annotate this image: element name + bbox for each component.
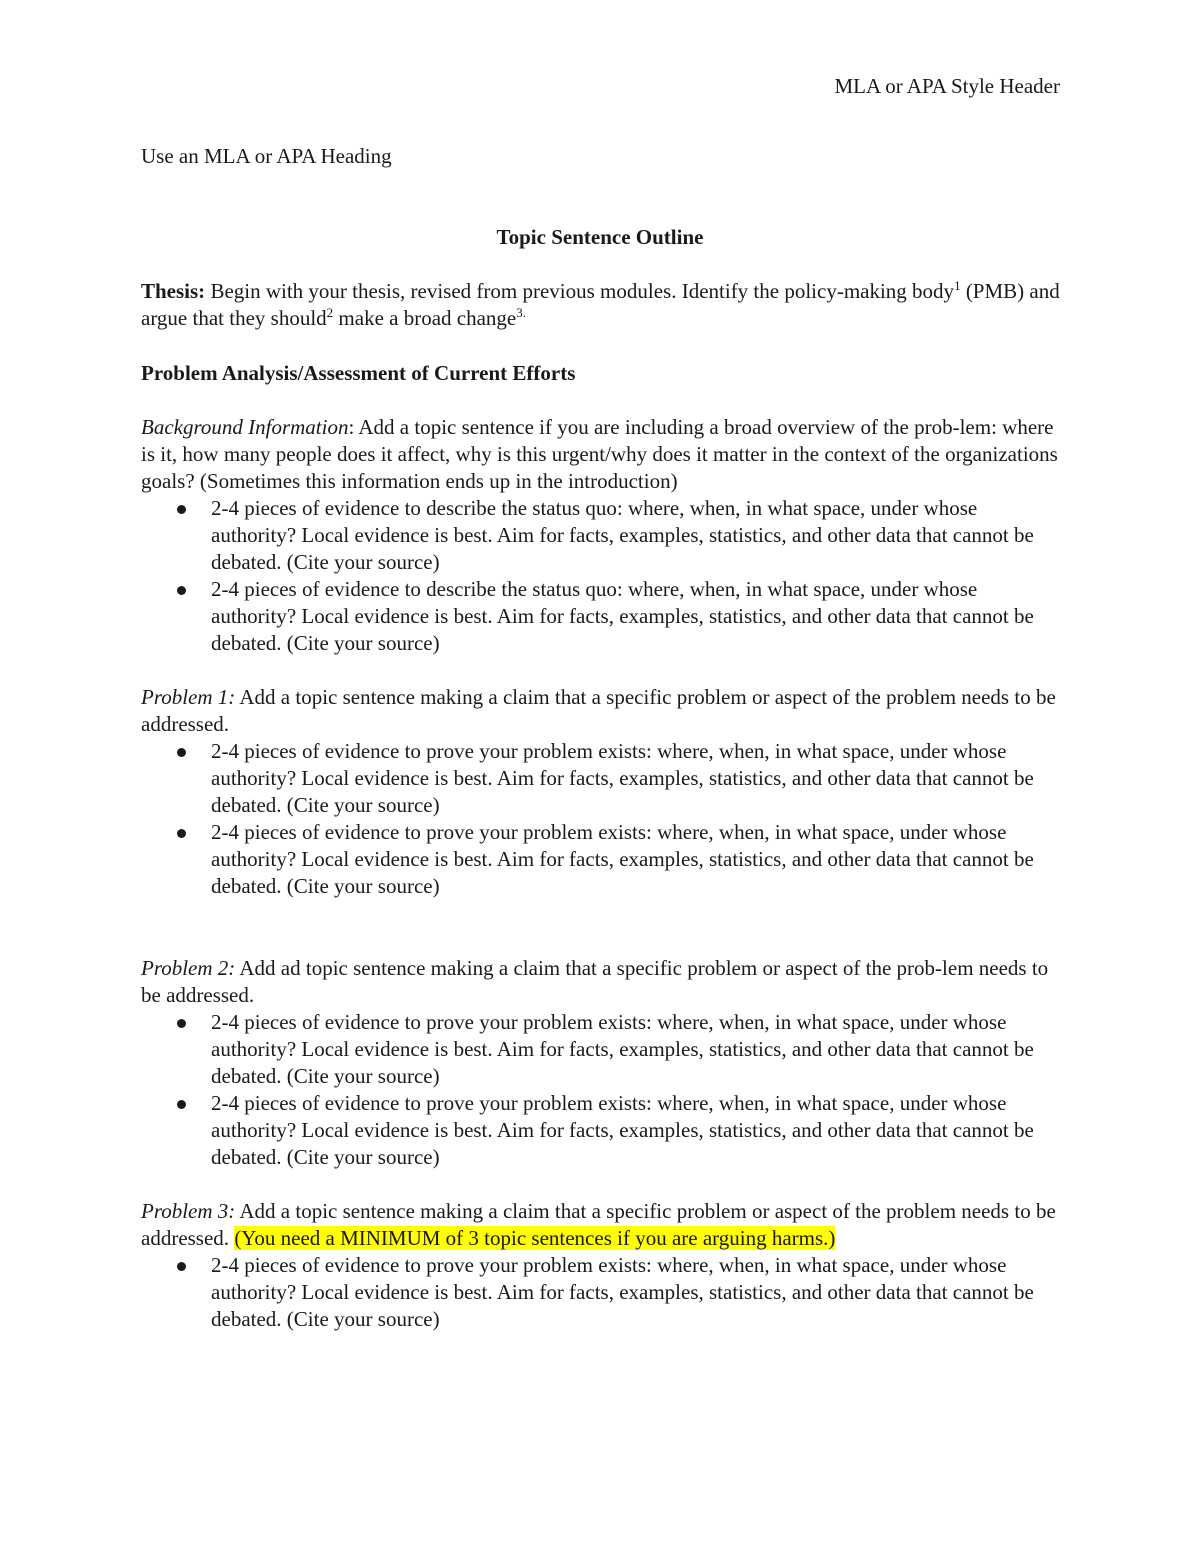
problem-3-text: Add a topic sentence making a claim that a specific problem or aspect of the problem needs to be addressed.	[141, 1199, 1056, 1250]
bullet-text: 2-4 pieces of evidence to prove your problem exists: where, when, in what space, under whose authority? Local evidence is best. Aim for facts, examples, statistics, and other data that cannot be debated. (Cite your source)	[211, 1091, 1034, 1169]
problem-3-paragraph	[141, 1198, 1066, 1252]
list-item	[141, 495, 1066, 576]
list-item	[141, 1252, 1066, 1333]
background-label: Background Information	[141, 415, 349, 439]
thesis-paragraph	[141, 278, 1066, 332]
list-item	[141, 1009, 1066, 1090]
problem-2-paragraph	[141, 955, 1066, 1009]
heading-instruction: Use an MLA or APA Heading	[141, 144, 392, 168]
bullet-icon	[177, 1019, 186, 1028]
bullet-text: 2-4 pieces of evidence to describe the status quo: where, when, in what space, under whose authority? Local evidence is best. Aim for facts, examples, statistics, and other data that cannot be debated. (Cite your source)	[211, 496, 1034, 574]
bullet-icon	[177, 1100, 186, 1109]
problem-3-section	[141, 1198, 1066, 1333]
bullet-text: 2-4 pieces of evidence to prove your problem exists: where, when, in what space, under whose authority? Local evidence is best. Aim for facts, examples, statistics, and other data that cannot be debated. (Cite your source)	[211, 820, 1034, 898]
running-header: MLA or APA Style Header	[834, 74, 1060, 98]
bullet-text: 2-4 pieces of evidence to prove your problem exists: where, when, in what space, under whose authority? Local evidence is best. Aim for facts, examples, statistics, and other data that cannot be debated. (Cite your source)	[211, 1253, 1034, 1331]
bullet-text: 2-4 pieces of evidence to prove your problem exists: where, when, in what space, under whose authority? Local evidence is best. Aim for facts, examples, statistics, and other data that cannot be debated. (Cite your source)	[211, 1010, 1034, 1088]
problem-2-section	[141, 955, 1066, 1171]
footnote-ref-2: 2	[326, 305, 334, 320]
problem-2-bullet-list	[141, 1009, 1066, 1171]
page-title: Topic Sentence Outline	[496, 225, 704, 249]
thesis-text-2: (PMB) and argue that they should	[141, 279, 1060, 330]
problem-2-label: Problem 2:	[141, 956, 236, 980]
thesis-label: Thesis:	[141, 279, 206, 303]
bullet-text: 2-4 pieces of evidence to describe the status quo: where, when, in what space, under whose authority? Local evidence is best. Aim for facts, examples, statistics, and other data that cannot be debated. (Cite your source)	[211, 577, 1034, 655]
list-item	[141, 1090, 1066, 1171]
list-item	[141, 576, 1066, 657]
list-item	[141, 819, 1066, 900]
problem-2-text: Add ad topic sentence making a claim that a specific problem or aspect of the prob-lem needs to be addressed.	[141, 956, 1049, 1007]
thesis-text-3: make a broad change	[333, 306, 517, 330]
bullet-icon	[177, 748, 186, 757]
problem-1-bullet-list	[141, 738, 1066, 900]
background-paragraph	[141, 414, 1066, 495]
thesis-text-1: Begin with your thesis, revised from previous modules. Identify the policy-making body	[205, 279, 955, 303]
problem-1-paragraph	[141, 684, 1066, 738]
footnote-ref-1: 1	[954, 278, 961, 293]
bullet-icon	[177, 1262, 186, 1271]
highlighted-note: (You need a MINIMUM of 3 topic sentences if you are arguing harms.)	[234, 1226, 836, 1250]
problem-1-text: Add a topic sentence making a claim that a specific problem or aspect of the problem needs to be addressed.	[141, 685, 1056, 736]
problem-1-label: Problem 1:	[141, 685, 236, 709]
bullet-icon	[177, 829, 186, 838]
problem-3-bullet-list	[141, 1252, 1066, 1333]
problem-1-section	[141, 684, 1066, 900]
background-section	[141, 414, 1066, 657]
background-text: : Add a topic sentence if you are including a broad overview of the prob-lem: where is it, how many people does it affect, why is this urgent/why does it matter in the context of the organizations goals? (Sometimes this information ends up in the introduction)	[141, 415, 1058, 493]
footnote-ref-3: 3.	[516, 305, 526, 320]
bullet-icon	[177, 586, 186, 595]
bullet-text: 2-4 pieces of evidence to prove your problem exists: where, when, in what space, under whose authority? Local evidence is best. Aim for facts, examples, statistics, and other data that cannot be debated. (Cite your source)	[211, 739, 1034, 817]
problem-3-label: Problem 3:	[141, 1199, 236, 1223]
list-item	[141, 738, 1066, 819]
section-heading: Problem Analysis/Assessment of Current Efforts	[141, 361, 576, 385]
bullet-icon	[177, 505, 186, 514]
background-bullet-list	[141, 495, 1066, 657]
